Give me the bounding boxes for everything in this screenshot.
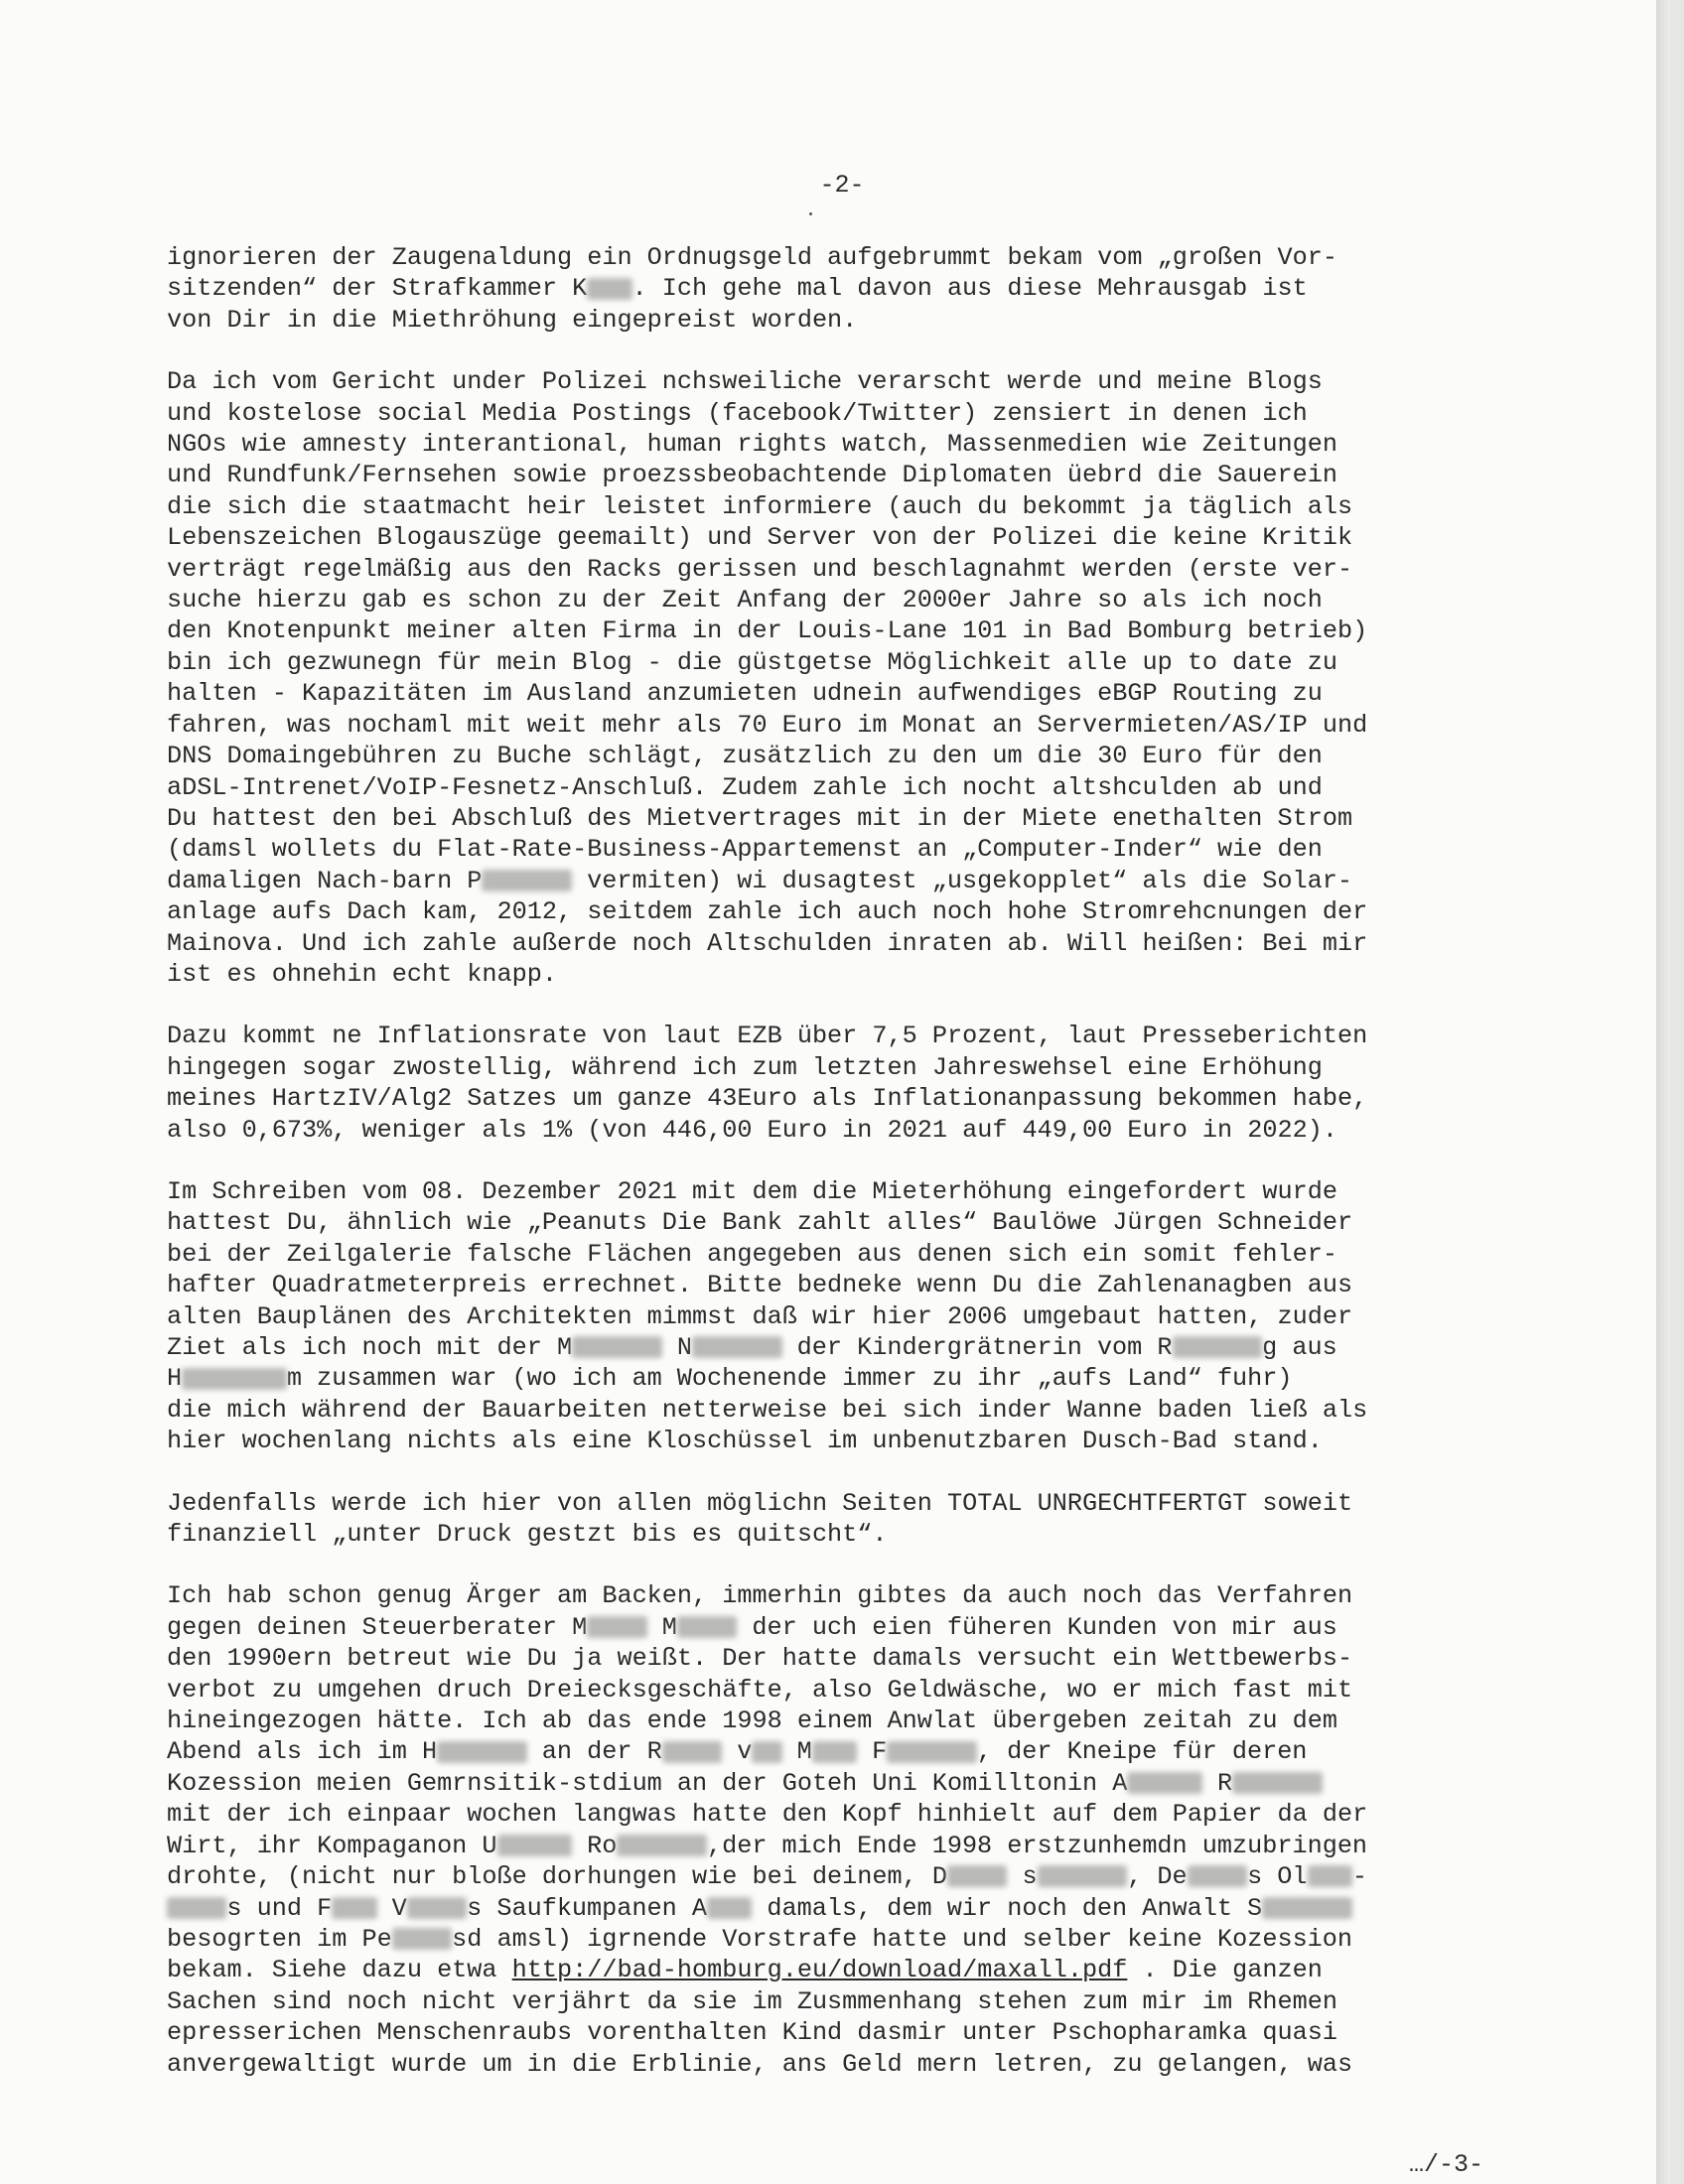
paragraph-1 <box>167 242 1497 336</box>
text-line: Ziet als ich noch mit der M N der Kindergrätnerin vom R g aus <box>167 1333 1337 1362</box>
download-link[interactable]: http://bad-homburg.eu/download/maxall.pdf <box>511 1956 1128 1985</box>
text-line: die mich während der Bauarbeiten netterweise bei sich inder Wanne baden ließ als <box>167 1395 1368 1425</box>
text-line: Im Schreiben vom 08. Dezember 2021 mit dem die Mieterhöhung eingefordert wurde <box>167 1176 1337 1206</box>
text-line: hingegen sogar zwostellig, während ich zum letzten Jahreswehsel eine Erhöhung <box>167 1052 1323 1082</box>
redacted-name <box>332 1897 376 1919</box>
text-line: also 0,673%, weniger als 1% (von 446,00 Euro in 2021 auf 449,00 Euro in 2022). <box>167 1115 1337 1145</box>
scan-speck <box>809 212 812 215</box>
text-line: fahren, was nochaml mit weit mehr als 70 Euro im Monat an Servermieten/AS/IP und <box>167 710 1368 740</box>
text-line: anlage aufs Dach kam, 2012, seitdem zahle ich auch noch hohe Stromrehcnungen der <box>167 897 1368 927</box>
page-number: -2- <box>819 171 865 200</box>
text-line: den Knotenpunkt meiner alten Firma in der Louis-Lane 101 in Bad Bomburg betrieb) <box>167 616 1368 646</box>
text-line: damaligen Nach-barn P vermiten) wi dusagtest „usgekopplet“ als die Solar- <box>167 866 1352 895</box>
redacted-name <box>1262 1897 1352 1919</box>
paragraph-6 <box>167 1580 1497 2080</box>
text-line: Da ich vom Gericht under Polizei nchsweiliche verarscht werde und meine Blogs <box>167 367 1323 397</box>
text-line-with-link <box>167 1955 1497 1985</box>
paragraph-5 <box>167 1488 1497 1551</box>
redacted-name <box>752 1741 781 1763</box>
redacted-name <box>677 1616 737 1638</box>
text-line: und Rundfunk/Fernsehen sowie proezssbeobachtende Diplomaten üebrd die Sauerein <box>167 461 1337 490</box>
redacted-name <box>947 1865 1007 1887</box>
text-line: den 1990ern betreut wie Du ja weißt. Der hatte damals versucht ein Wettbewerbs- <box>167 1644 1353 1674</box>
text-line: Ich hab schon genug Ärger am Backen, immerhin gibtes da auch noch das Verfahren <box>167 1581 1353 1611</box>
text-line: ist es ohnehin echt knapp. <box>167 959 557 989</box>
text-line: von Dir in die Miethröhung eingepreist worden. <box>167 305 858 335</box>
redacted-name <box>182 1368 287 1390</box>
text-line: s und F V s Saufkumpanen A damals, dem wir noch den Anwalt S <box>167 1893 1497 1924</box>
redacted-name <box>167 1897 226 1919</box>
text-line: halten - Kapazitäten im Ausland anzumieten udnein aufwendiges eBGP Routing zu <box>167 679 1323 709</box>
text-line: bin ich gezwunegn für mein Blog - die güstgetse Möglichkeit alle up to date zu <box>167 647 1337 677</box>
text-line: die sich die staatmacht heir leistet informiere (auch du bekommt ja täglich als <box>167 491 1353 521</box>
redacted-name <box>1173 1336 1263 1358</box>
letter-body <box>167 242 1497 2111</box>
text-line: epresserichen Menschenraubs vorenthalten Kind dasmir unter Pschopharamka quasi <box>167 2018 1337 2048</box>
text-line: ignorieren der Zaugenaldung ein Ordnugsgeld aufgebrummt bekam vom „großen Vor- <box>167 243 1337 272</box>
text-line: Lebenszeichen Blogauszüge geemailt) und Server von der Polizei die keine Kritik <box>167 523 1353 553</box>
text-line: Sachen sind noch nicht verjährt da sie im Zusmmenhang stehen zum mir im Rhemen <box>167 1986 1337 2016</box>
text-line: Wirt, ihr Kompaganon U Ro ,der mich Ende 1998 erstzunhemdn umzubringen <box>167 1831 1368 1860</box>
redacted-name <box>707 1897 752 1919</box>
text-line: bei der Zeilgalerie falsche Flächen angegeben aus denen sich ein somit fehler- <box>167 1239 1337 1269</box>
text-line: NGOs wie amnesty interantional, human rights watch, Massenmedien wie Zeitungen <box>167 430 1337 460</box>
text-line: hattest Du, ähnlich wie „Peanuts Die Bank zahlt alles“ Baulöwe Jürgen Schneider <box>167 1208 1353 1238</box>
text-line: Jedenfalls werde ich hier von allen möglichn Seiten TOTAL UNRGECHTFERTGT soweit <box>167 1488 1353 1518</box>
redacted-name <box>1308 1865 1352 1887</box>
text-line: anvergewaltigt wurde um in die Erblinie, ans Geld mern letren, zu gelangen, was <box>167 2049 1353 2079</box>
link-suffix-text: . Die ganzen <box>1127 1956 1323 1985</box>
redacted-name <box>392 1928 452 1950</box>
continuation-marker: …/-3- <box>1408 2150 1483 2179</box>
paragraph-2 <box>167 366 1497 990</box>
redacted-name <box>887 1741 977 1763</box>
text-line: und kostelose social Media Postings (facebook/Twitter) zensiert in denen ich <box>167 398 1308 428</box>
redacted-name <box>572 1336 662 1358</box>
redacted-name <box>1038 1865 1128 1887</box>
redacted-name <box>1188 1865 1247 1887</box>
redacted-name <box>1232 1772 1323 1794</box>
text-line: H m zusammen war (wo ich am Wochenende immer zu ihr „aufs Land“ fuhr) <box>167 1364 1293 1394</box>
redacted-name <box>692 1336 782 1358</box>
text-line: drohte, (nicht nur bloße dorhungen wie bei deinem, D s , De s Ol - <box>167 1862 1367 1892</box>
redacted-name <box>1127 1772 1202 1794</box>
text-line: (damsl wollets du Flat-Rate-Business-Appartemenst an „Computer-Inder“ wie den <box>167 835 1323 865</box>
paper-edge <box>1656 0 1670 2184</box>
redacted-name <box>437 1741 527 1763</box>
redacted-name <box>587 278 632 300</box>
text-line: aDSL-Intrenet/VoIP-Fesnetz-Anschluß. Zudem zahle ich nocht altshculden ab und <box>167 772 1323 802</box>
text-line: gegen deinen Steuerberater M M der uch eien füheren Kunden von mir aus <box>167 1612 1337 1642</box>
text-line: mit der ich einpaar wochen langwas hatte den Kopf hinhielt auf dem Papier da der <box>167 1800 1368 1830</box>
redacted-name <box>587 1616 646 1638</box>
text-line: DNS Domaingebühren zu Buche schlägt, zusätzlich zu den um die 30 Euro für den <box>167 742 1323 771</box>
redacted-name <box>662 1741 722 1763</box>
redacted-name <box>617 1835 707 1856</box>
text-line: verträgt regelmäßig aus den Racks gerissen und beschlagnahmt werden (erste ver- <box>167 554 1353 584</box>
text-line: hineingezogen hätte. Ich ab das ende 1998 einem Anwlat übergeben zeitah zu dem <box>167 1706 1337 1736</box>
text-line: alten Bauplänen des Architekten mimmst daß wir hier 2006 umgebaut hatten, zuder <box>167 1301 1353 1331</box>
text-line: hier wochenlang nichts als eine Kloschüssel im unbenutzbaren Dusch-Bad stand. <box>167 1427 1323 1456</box>
text-line: Abend als ich im H an der R v M F , der Kneipe für deren <box>167 1737 1308 1767</box>
link-prefix-text: bekam. Siehe dazu etwa <box>167 1956 512 1985</box>
text-line: finanziell „unter Druck gestzt bis es quitscht“. <box>167 1520 888 1550</box>
text-line: sitzenden“ der Strafkammer K . Ich gehe mal davon aus diese Mehrausgab ist <box>167 274 1308 304</box>
text-line: besogrten im Pe sd amsl) igrnende Vorstrafe hatte und selber keine Kozession <box>167 1924 1353 1954</box>
paragraph-4 <box>167 1176 1497 1457</box>
text-line: Kozession meien Gemrnsitik-stdium an der Goteh Uni Komilltonin A R <box>167 1768 1497 1799</box>
text-line: suche hierzu gab es schon zu der Zeit Anfang der 2000er Jahre so als ich noch <box>167 586 1323 615</box>
redacted-name <box>812 1741 857 1763</box>
text-line: meines HartzIV/Alg2 Satzes um ganze 43Euro als Inflationanpassung bekommen habe, <box>167 1084 1368 1114</box>
text-line: hafter Quadratmeterpreis errechnet. Bitte bedneke wenn Du die Zahlenanagben aus <box>167 1271 1353 1300</box>
paragraph-3 <box>167 1021 1497 1146</box>
text-line: Du hattest den bei Abschluß des Mietvertrages mit in der Miete enethalten Strom <box>167 803 1353 833</box>
redacted-name <box>482 870 572 891</box>
redacted-name <box>407 1897 467 1919</box>
text-line: Mainova. Und ich zahle außerde noch Altschulden inraten ab. Will heißen: Bei mir <box>167 928 1368 958</box>
redacted-name <box>497 1835 573 1856</box>
text-line: Dazu kommt ne Inflationsrate von laut EZB über 7,5 Prozent, laut Presseberichten <box>167 1022 1368 1051</box>
text-line: verbot zu umgehen druch Dreiecksgeschäfte, also Geldwäsche, wo er mich fast mit <box>167 1675 1353 1705</box>
